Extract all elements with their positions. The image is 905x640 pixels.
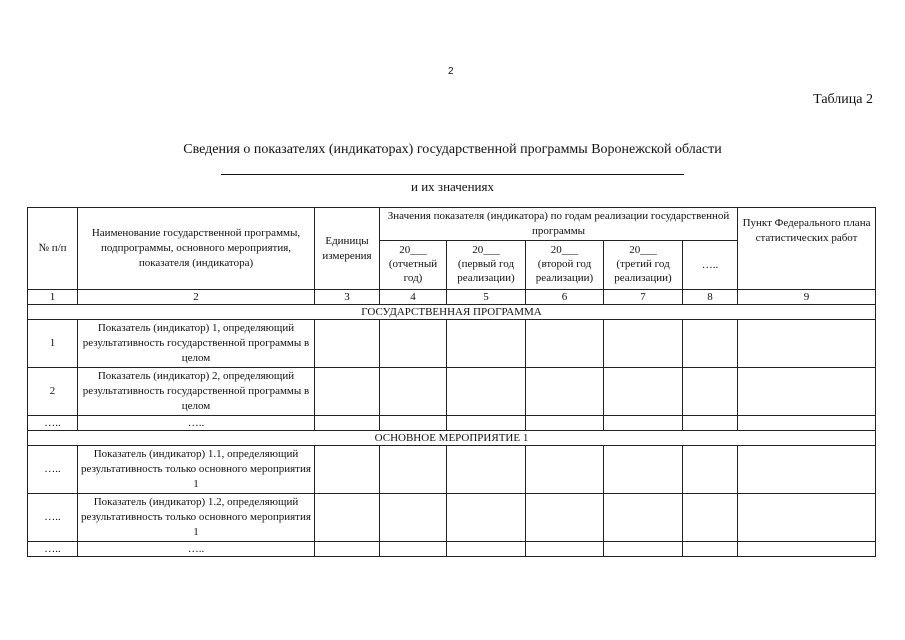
section-row — [28, 431, 876, 446]
column-number: 5 — [447, 290, 526, 305]
row-number: ….. — [28, 542, 78, 557]
header-year-report: 20___ (отчетный год) — [380, 241, 447, 290]
header-year-more: ….. — [683, 241, 738, 290]
indicator-name: Показатель (индикатор) 1.1, определяющий результативность только основного мероприятия 1 — [78, 446, 315, 494]
header-name: Наименование государственной программы, подпрограммы, основного мероприятия, показателя (индикатора) — [78, 208, 315, 290]
row-number: ….. — [28, 446, 78, 494]
indicator-name: Показатель (индикатор) 1, определяющий результативность государственной программы в целом — [78, 320, 315, 368]
title-fill-line — [221, 174, 684, 175]
row-number: ….. — [28, 416, 78, 431]
column-number: 6 — [526, 290, 604, 305]
ellipsis-row — [28, 542, 876, 557]
indicator-name: ….. — [78, 542, 315, 557]
header-units: Единицы измерения — [315, 208, 380, 290]
table-row — [28, 446, 876, 494]
header-plan-item: Пункт Федерального плана статистических работ — [738, 208, 876, 290]
header-values-group: Значения показателя (индикатора) по годам реализации государственной программы — [380, 208, 738, 241]
table-row — [28, 368, 876, 416]
document-title: Сведения о показателях (индикаторах) государственной программы Воронежской области — [183, 142, 722, 157]
indicator-name: ….. — [78, 416, 315, 431]
row-number: ….. — [28, 494, 78, 542]
section-row — [28, 305, 876, 320]
column-number: 3 — [315, 290, 380, 305]
document-subtitle: и их значениях — [411, 179, 494, 194]
row-number: 1 — [28, 320, 78, 368]
table-row — [28, 320, 876, 368]
page-number: 2 — [448, 66, 454, 77]
column-numbers-row — [28, 290, 876, 305]
column-number: 8 — [683, 290, 738, 305]
header-year-third: 20___ (третий год реализации) — [604, 241, 683, 290]
column-number: 1 — [28, 290, 78, 305]
row-number: 2 — [28, 368, 78, 416]
indicators-table — [27, 207, 876, 557]
column-number: 4 — [380, 290, 447, 305]
ellipsis-row — [28, 416, 876, 431]
table-label: Таблица 2 — [813, 92, 873, 107]
table-row — [28, 494, 876, 542]
section-title: ГОСУДАРСТВЕННАЯ ПРОГРАММА — [28, 305, 876, 320]
column-number: 7 — [604, 290, 683, 305]
indicator-name: Показатель (индикатор) 1.2, определяющий результативность только основного мероприятия 1 — [78, 494, 315, 542]
header-year-first: 20___ (первый год реализации) — [447, 241, 526, 290]
column-number: 9 — [738, 290, 876, 305]
header-year-second: 20___ (второй год реализации) — [526, 241, 604, 290]
column-number: 2 — [78, 290, 315, 305]
header-num: № п/п — [28, 208, 78, 290]
section-title: ОСНОВНОЕ МЕРОПРИЯТИЕ 1 — [28, 431, 876, 446]
indicator-name: Показатель (индикатор) 2, определяющий результативность государственной программы в целом — [78, 368, 315, 416]
